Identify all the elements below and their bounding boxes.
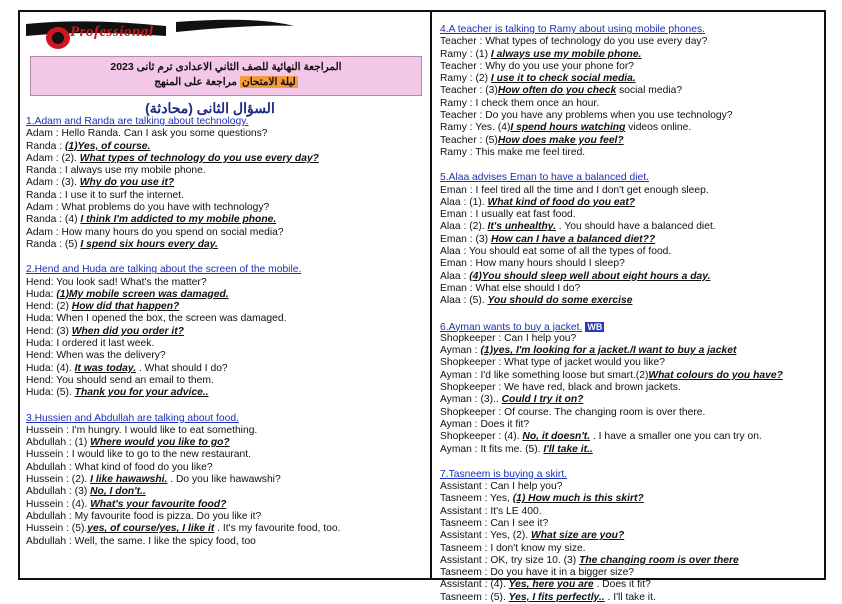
dialogue-line: [440, 234, 783, 246]
dialogue-line: [26, 425, 340, 437]
section-title-text: 1.Adam and Randa are talking about technology.: [26, 116, 249, 127]
dialogue-line: [440, 258, 783, 270]
line-prefix: Randa : (4): [26, 214, 81, 226]
line-suffix: . I have a smaller one you can try on.: [590, 431, 762, 443]
answer-text: It's unhealthy.: [487, 221, 556, 233]
logo-text: Professional: [70, 24, 154, 40]
answer-text: Could I try it on?: [501, 394, 584, 406]
worksheet-frame: [18, 10, 826, 603]
title-rest: مراجعة على المنهج: [154, 76, 238, 88]
answer-text: (4)You should sleep well about eight hours a day.: [469, 270, 711, 282]
dialogue-line: [440, 61, 783, 73]
answer-text: Why do you use it?: [79, 177, 175, 189]
line-prefix: Abdullah : (1): [26, 437, 91, 449]
dialogue-line: [26, 387, 340, 399]
answer-text: Where would you like to go?: [90, 437, 230, 449]
line-prefix: Assistant : Can I help you?: [440, 481, 563, 493]
left-dialogues: [26, 116, 340, 548]
line-prefix: Ayman :: [440, 345, 481, 357]
line-prefix: Ayman : It fits me. (5).: [440, 443, 544, 455]
dialogue-line: [440, 530, 783, 542]
section-title: [26, 116, 340, 128]
section-title: [440, 172, 783, 184]
dialogue-line: [26, 474, 340, 486]
dialogue-line: [26, 301, 340, 313]
dialogue-line: [440, 98, 783, 110]
logo: [26, 16, 296, 52]
logo-swoosh-icon: [26, 16, 296, 52]
dialogue-line: [26, 462, 340, 474]
dialogue-line: [26, 375, 340, 387]
dialogue-line: [440, 246, 783, 258]
answer-text: (1) How much is this skirt?: [512, 493, 644, 505]
dialogue-line: [440, 407, 783, 419]
answer-text: How can I have a balanced diet??: [490, 233, 656, 245]
dialogue-line: [440, 110, 783, 122]
line-prefix: Hussein : (5).: [26, 523, 88, 535]
dialogue-line: [26, 363, 340, 375]
right-dialogues: [440, 24, 783, 604]
dialogue-line: [440, 345, 783, 357]
section-title-text: 6.Ayman wants to buy a jacket.: [440, 321, 583, 333]
dialogue-line: [440, 135, 783, 147]
line-prefix: Abdullah : Well, the same. I like the spicy food, too: [26, 535, 256, 547]
dialogue-line: [440, 209, 783, 221]
line-prefix: Adam : (3).: [26, 177, 80, 189]
line-prefix: Eman : I feel tired all the time and I don't get enough sleep.: [440, 184, 709, 196]
line-prefix: Hend: When was the delivery?: [26, 350, 166, 362]
section-title-text: 4.A teacher is talking to Ramy about using mobile phones.: [440, 24, 706, 35]
answer-text: I always use my mobile phone.: [490, 48, 642, 60]
section-gap: [26, 400, 340, 413]
answer-text: I spend hours watching: [510, 122, 626, 134]
dialogue-line: [440, 543, 783, 555]
section-gap: [440, 159, 783, 172]
line-suffix: . It's my favourite food, too.: [214, 523, 341, 535]
dialogue-line: [440, 197, 783, 209]
dialogue-line: [440, 481, 783, 493]
line-prefix: Assistant : It's LE 400.: [440, 505, 542, 517]
line-prefix: Ramy : This make me feel tired.: [440, 146, 586, 158]
line-prefix: Tasneem : I don't know my size.: [440, 542, 586, 554]
answer-text: How often do you check: [497, 85, 617, 97]
dialogue-line: [440, 431, 783, 443]
dialogue-line: [26, 227, 340, 239]
line-prefix: Adam : Hello Randa. Can I ask you some questions?: [26, 128, 268, 140]
line-prefix: Teacher : Why do you use your phone for?: [440, 60, 635, 72]
line-prefix: Shopkeeper : We have red, black and brown jackets.: [440, 382, 681, 394]
dialogue-line: [440, 579, 783, 591]
section-title: [26, 413, 340, 425]
dialogue-line: [440, 49, 783, 61]
line-prefix: Ramy : I check them once an hour.: [440, 97, 600, 109]
line-prefix: Ramy : Yes. (4): [440, 122, 511, 134]
workbook-badge: WB: [587, 321, 603, 332]
dialogue-line: [440, 147, 783, 159]
dialogue-line: [440, 370, 783, 382]
dialogue-line: [26, 486, 340, 498]
line-suffix: . I'll take it.: [604, 591, 656, 603]
line-prefix: Hussein : (4).: [26, 498, 91, 510]
dialogue-line: [26, 313, 340, 325]
line-prefix: Abdullah : What kind of food do you like?: [26, 461, 213, 473]
dialogue-line: [26, 523, 340, 535]
line-suffix: social media?: [616, 85, 683, 97]
dialogue-line: [26, 202, 340, 214]
dialogue-line: [26, 141, 340, 153]
line-prefix: Tasneem : (5).: [440, 591, 509, 603]
dialogue-line: [440, 567, 783, 579]
answer-text: Thank you for your advice..: [74, 387, 209, 399]
answer-text: Yes, here you are: [508, 579, 594, 591]
line-prefix: Abdullah : (3): [26, 486, 91, 498]
section-title: [440, 469, 783, 481]
line-prefix: Hend: (2): [26, 301, 72, 313]
title-highlight: ليلة الامتحان: [241, 76, 296, 88]
line-prefix: Huda: (5).: [26, 387, 75, 399]
line-prefix: Alaa : You should eat some of all the types of food.: [440, 246, 672, 258]
line-prefix: Huda: When I opened the box, the screen was damaged.: [26, 313, 287, 325]
line-prefix: Hend: You should send an email to them.: [26, 374, 214, 386]
dialogue-line: [440, 357, 783, 369]
line-prefix: Huda:: [26, 288, 57, 300]
question-heading: السؤال الثانى (محادثة): [145, 100, 275, 116]
answer-text: I think I'm addicted to my mobile phone.: [80, 214, 277, 226]
section-title-text: 3.Hussien and Abdullah are talking about food.: [26, 412, 239, 424]
answer-text: What colours do you have?: [648, 369, 783, 381]
answer-text: yes, of course/yes, I like it: [87, 523, 215, 535]
line-prefix: Alaa : (2).: [440, 221, 488, 233]
dialogue-line: [440, 493, 783, 505]
dialogue-line: [440, 333, 783, 345]
dialogue-line: [440, 555, 783, 567]
dialogue-line: [26, 449, 340, 461]
section-gap: [26, 251, 340, 264]
dialogue-line: [26, 338, 340, 350]
line-prefix: Ramy : (1): [440, 48, 491, 60]
dialogue-line: [440, 592, 783, 604]
line-prefix: Alaa : (1).: [440, 196, 488, 208]
line-prefix: Randa :: [26, 140, 65, 152]
section-gap: [440, 308, 783, 321]
line-prefix: Hend: (3): [26, 325, 72, 337]
dialogue-line: [26, 165, 340, 177]
section-title: [440, 24, 783, 36]
line-suffix: . Does it fit?: [593, 579, 651, 591]
line-prefix: Tasneem : Can I see it?: [440, 517, 549, 529]
dialogue-line: [26, 153, 340, 165]
line-prefix: Ayman : I'd like something loose but smart.(2): [440, 369, 649, 381]
line-prefix: Adam : (2).: [26, 152, 80, 164]
answer-text: What types of technology do you use every day?: [79, 152, 319, 164]
dialogue-line: [440, 506, 783, 518]
title-box: [30, 56, 422, 96]
line-prefix: Teacher : Do you have any problems when you use technology?: [440, 110, 733, 122]
dialogue-line: [26, 326, 340, 338]
line-prefix: Tasneem : Yes,: [440, 493, 513, 505]
answer-text: (1)Yes, of course.: [64, 140, 151, 152]
line-prefix: Hussein : (2).: [26, 474, 91, 486]
dialogue-line: [26, 214, 340, 226]
dialogue-line: [26, 177, 340, 189]
answer-text: It was today.: [74, 362, 137, 374]
dialogue-line: [26, 499, 340, 511]
line-prefix: Alaa : (5).: [440, 295, 488, 307]
line-prefix: Randa : (5): [26, 238, 81, 250]
line-prefix: Eman : How many hours should I sleep?: [440, 258, 625, 270]
dialogue-line: [440, 36, 783, 48]
line-prefix: Alaa :: [440, 270, 470, 282]
line-prefix: Hend: You look sad! What's the matter?: [26, 276, 207, 288]
section-title-text: 2.Hend and Huda are talking about the screen of the mobile.: [26, 264, 302, 276]
dialogue-line: [440, 283, 783, 295]
dialogue-line: [26, 128, 340, 140]
answer-text: How does make you feel?: [497, 134, 624, 146]
answer-text: (1)My mobile screen was damaged.: [56, 288, 229, 300]
dialogue-line: [26, 289, 340, 301]
line-prefix: Shopkeeper : (4).: [440, 431, 523, 443]
line-prefix: Assistant : OK, try size 10. (3): [440, 554, 580, 566]
answer-text: You should do some exercise: [487, 295, 633, 307]
dialogue-line: [440, 295, 783, 307]
line-suffix: . You should have a balanced diet.: [555, 221, 716, 233]
line-prefix: Eman : What else should I do?: [440, 282, 581, 294]
line-prefix: Teacher : What types of technology do you use every day?: [440, 36, 708, 48]
line-prefix: Teacher : (3): [440, 85, 498, 97]
answer-text: I use it to check social media.: [490, 73, 636, 85]
dialogue-line: [440, 271, 783, 283]
dialogue-line: [26, 190, 340, 202]
line-prefix: Eman : (3): [440, 233, 491, 245]
dialogue-line: [440, 185, 783, 197]
answer-text: I like hawawshi.: [90, 474, 168, 486]
line-prefix: Hussein : I would like to go to the new restaurant.: [26, 449, 251, 461]
answer-text: No, it doesn't.: [522, 431, 591, 443]
line-prefix: Tasneem : Do you have it in a bigger size?: [440, 567, 635, 579]
answer-text: No, I don't..: [90, 486, 146, 498]
line-prefix: Ramy : (2): [440, 73, 491, 85]
dialogue-line: [440, 382, 783, 394]
dialogue-line: [440, 394, 783, 406]
title-line-1: المراجعة النهائية للصف الثاني الاعدادى ترم ثانى 2023: [110, 61, 342, 73]
title-line-2: [31, 76, 421, 88]
section-title: [440, 321, 783, 333]
line-prefix: Adam : What problems do you have with technology?: [26, 202, 270, 214]
answer-text: (1)yes, I'm looking for a jacket./I want to buy a jacket: [480, 345, 737, 357]
line-prefix: Shopkeeper : Of course. The changing room is over there.: [440, 406, 706, 418]
dialogue-line: [26, 536, 340, 548]
answer-text: What kind of food do you eat?: [487, 196, 636, 208]
dialogue-line: [440, 85, 783, 97]
line-prefix: Randa : I always use my mobile phone.: [26, 165, 206, 177]
answer-text: What size are you?: [531, 530, 625, 542]
answer-text: How did that happen?: [71, 301, 180, 313]
answer-text: What's your favourite food?: [90, 498, 227, 510]
line-prefix: Shopkeeper : Can I help you?: [440, 332, 577, 344]
line-prefix: Huda: (4).: [26, 362, 75, 374]
line-prefix: Hussein : I'm hungry. I would like to eat something.: [26, 424, 258, 436]
line-suffix: . Do you like hawawshi?: [167, 474, 281, 486]
dialogue-line: [440, 444, 783, 456]
dialogue-line: [26, 277, 340, 289]
section-title-text: 5.Alaa advises Eman to have a balanced diet.: [440, 172, 649, 184]
dialogue-line: [26, 239, 340, 251]
answer-text: I spend six hours every day.: [80, 238, 218, 250]
line-prefix: Assistant : Yes, (2).: [440, 530, 531, 542]
left-column: [20, 12, 432, 578]
dialogue-line: [26, 350, 340, 362]
dialogue-line: [440, 73, 783, 85]
answer-text: The changing room is over there: [579, 554, 739, 566]
right-column: [432, 12, 824, 603]
section-gap: [440, 456, 783, 469]
answer-text: I'll take it..: [543, 443, 593, 455]
section-title-text: 7.Tasneem is buying a skirt.: [440, 468, 568, 480]
line-prefix: Shopkeeper : What type of jacket would you like?: [440, 357, 665, 369]
section-title: [26, 264, 340, 276]
line-prefix: Adam : How many hours do you spend on social media?: [26, 226, 284, 238]
line-prefix: Eman : I usually eat fast food.: [440, 209, 576, 221]
line-prefix: Ayman : (3)..: [440, 394, 502, 406]
dialogue-line: [26, 511, 340, 523]
dialogue-line: [440, 122, 783, 134]
answer-text: When did you order it?: [71, 325, 184, 337]
line-prefix: Teacher : (5): [440, 134, 498, 146]
dialogue-line: [440, 419, 783, 431]
line-prefix: Abdullah : My favourite food is pizza. Do you like it?: [26, 510, 262, 522]
line-suffix: videos online.: [625, 122, 692, 134]
dialogue-line: [440, 518, 783, 530]
line-suffix: . What should I do?: [136, 362, 228, 374]
dialogue-line: [26, 437, 340, 449]
line-prefix: Ayman : Does it fit?: [440, 418, 530, 430]
answer-text: Yes, I fits perfectly..: [508, 591, 605, 603]
line-prefix: Huda: I ordered it last week.: [26, 338, 155, 350]
line-prefix: Randa : I use it to surf the internet.: [26, 189, 184, 201]
dialogue-line: [440, 221, 783, 233]
line-prefix: Assistant : (4).: [440, 579, 509, 591]
